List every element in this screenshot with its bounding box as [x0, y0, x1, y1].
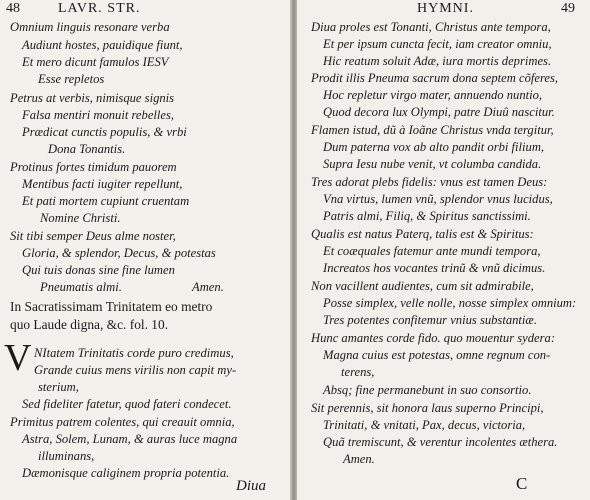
hymn-line: Increatos hos vocantes trinũ & vnũ dicimus.: [323, 261, 546, 275]
hymn-line: Quã tremiscunt, & verentur incolentes æthera.: [323, 435, 558, 449]
hymn-line: Hic reatum soluit Adæ, iura mortis deprimes.: [323, 54, 552, 68]
hymn-line: Primitus patrem colentes, qui creauit omnia,: [10, 415, 235, 429]
hymn-line: Non vacillent audientes, cum sit admirabile,: [311, 279, 534, 293]
hymn-line: Tres potentes confitemur vnius substantiæ.: [323, 313, 537, 327]
verse-line: Dona Tonantis.: [48, 142, 126, 156]
hymn-line: sterium,: [38, 380, 79, 394]
signature-mark: C: [516, 474, 528, 493]
verse-line: Sit tibi semper Deus alme noster,: [10, 229, 176, 243]
hymn-line: Posse simplex, velle nolle, nosse simplex omnium:: [323, 296, 577, 310]
verse-line: Qui tuis donas sine fine lumen: [22, 263, 175, 277]
amen-text: Amen.: [192, 280, 224, 294]
verse-line: Protinus fortes timidum pauorem: [10, 160, 177, 174]
hymn-line: Supra Iesu nube venit, vt columba candida.: [323, 157, 542, 171]
amen-text: Amen.: [343, 452, 375, 466]
hymn-line: Quod decora lux Olympi, patre Diuû nascitur.: [323, 105, 555, 119]
left-page-number: 48: [6, 1, 20, 16]
hymn-line: Sit perennis, sit honora laus superno Principi,: [311, 401, 544, 415]
verse-line: Nomine Christi.: [40, 211, 121, 225]
verse-line: Petrus at verbis, nimisque signis: [10, 91, 175, 105]
hymn-line: Dum paterna vox ab alto pandit orbi filium,: [323, 140, 545, 154]
hymn-line: Patris almi, Filiq, & Spiritus sanctissimi.: [323, 209, 531, 223]
verse-line: Esse repletos: [38, 72, 105, 86]
hymn-line: Et coæquales fatemur ante mundi tempora,: [323, 244, 541, 258]
drop-cap: V: [4, 337, 32, 379]
verse-line: Pneumatis almi.: [40, 280, 122, 294]
hymn-line: Prodit illis Pneuma sacrum dona septem cõferes,: [311, 71, 559, 85]
verse-line: Mentibus facti iugiter repellunt,: [22, 177, 183, 191]
section-heading: In Sacratissimam Trinitatem eo metro: [10, 299, 213, 314]
verse-line: Et pati mortem cupiunt cruentam: [22, 194, 190, 208]
verse-line: Et mero dicunt famulos IESV: [22, 55, 169, 69]
hymn-line: Hunc amantes corde fido. quo mouentur sydera:: [311, 331, 556, 345]
right-page-number: 49: [561, 1, 575, 16]
hymn-line: terens,: [341, 365, 375, 379]
hymn-line: Absq; fine permanebunt in suo consortio.: [323, 383, 532, 397]
hymn-line: Trinitati, & vnitati, Pax, decus, victoria,: [323, 418, 526, 432]
hymn-line: Vna virtus, lumen vnũ, splendor vnus lucidus,: [323, 192, 553, 206]
hymn-line: Et per ipsum cuncta fecit, iam creator omniu,: [323, 37, 552, 51]
verse-line: Gloria, & splendor, Decus, & potestas: [22, 246, 216, 260]
hymn-line: Flamen istud, dũ à Ioãne Christus vnda tergitur,: [311, 123, 554, 137]
verse-line: Prædicat cunctis populis, & vrbi: [22, 125, 187, 139]
hymn-line: illuminans,: [38, 449, 95, 463]
section-heading: quo Laude digna, &c. fol. 10.: [10, 317, 169, 332]
verse-line: Audiunt hostes, pauidique fiunt,: [22, 38, 183, 52]
catchword: Diua: [236, 478, 266, 494]
right-page: [297, 0, 590, 500]
hymn-line: Sed fideliter fatetur, quod fateri condecet.: [22, 397, 232, 411]
hymn-line: Dæmonisque caliginem propria potentia.: [22, 466, 230, 480]
right-running-head: HYMNI.: [417, 1, 474, 16]
verse-line: Falsa mentiri monuit rebelles,: [22, 108, 175, 122]
left-page: [0, 0, 293, 500]
verse-line: Omnium linguis resonare verba: [10, 20, 170, 34]
hymn-line: Astra, Solem, Lunam, & auras luce magna: [22, 432, 238, 446]
hymn-line: Hoc repletur virgo mater, annuendo nuntio,: [323, 88, 543, 102]
hymn-line: Magna cuius est potestas, omne regnum con-: [323, 348, 551, 362]
hymn-line: Grande cuius mens virilis non capit my-: [34, 363, 237, 377]
hymn-line: NItatem Trinitatis corde puro credimus,: [34, 346, 234, 360]
hymn-line: Diua proles est Tonanti, Christus ante tempora,: [311, 20, 551, 34]
left-running-head: LAVR. STR.: [58, 1, 141, 16]
hymn-line: Tres adorat plebs fidelis: vnus est tamen Deus:: [311, 175, 548, 189]
hymn-line: Qualis est natus Paterq, talis est & Spiritus:: [311, 227, 534, 241]
